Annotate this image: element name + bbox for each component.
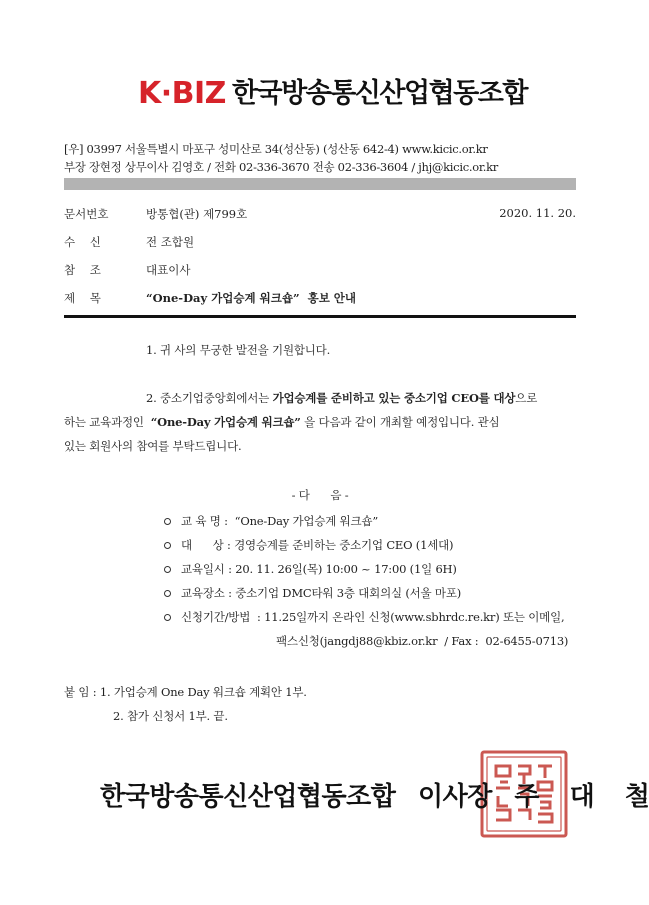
signature-name — [500, 782, 649, 812]
bullet-circle-icon — [164, 566, 171, 573]
signature-name-char-3: 철 — [624, 782, 649, 812]
details-heading: - 다 음 - — [291, 488, 349, 502]
detail-item-datetime — [164, 561, 457, 577]
doc-number: 방통협(관) 제799호 — [146, 207, 248, 221]
signature-name-char-1: 주 — [514, 782, 540, 812]
detail-text: 교 육 명 : “One-Day 가업승계 워크숍” — [181, 514, 379, 528]
letterhead-logo — [138, 74, 527, 114]
signature-name-char-2: 대 — [569, 782, 595, 812]
bullet-circle-icon — [164, 614, 171, 621]
paragraph-2-line-2 — [64, 414, 499, 430]
bullet-circle-icon — [164, 518, 171, 525]
kbiz-logo-mark: K·BIZ — [138, 76, 226, 111]
attachment-line-1: 붙 임 : 1. 가업승계 One Day 워크숍 계획안 1부. — [64, 685, 307, 699]
recipient: 전 조합원 — [146, 235, 195, 249]
recipient-label: 수 신 — [64, 235, 101, 249]
reference: 대표이사 — [146, 263, 191, 277]
paragraph-2-line-1 — [146, 390, 537, 406]
subject-label: 제 목 — [64, 291, 101, 305]
signature-title: 이사장 — [417, 782, 492, 812]
detail-text: 교육일시 : 20. 11. 26일(목) 10:00 ~ 17:00 (1일 6H) — [181, 562, 457, 576]
detail-text: 교육장소 : 중소기업 DMC타워 3층 대회의실 (서울 마포) — [181, 586, 462, 600]
contact-line: 부장 장현정 상무이사 김영호 / 전화 02-336-3670 전송 02-336-3604 / jhj@kicic.or.kr — [64, 160, 498, 174]
subject-rule — [64, 315, 576, 318]
detail-item-target — [164, 537, 453, 553]
para2-text-a: 2. 중소기업중앙회에서는 — [146, 391, 273, 405]
org-name-heading: 한국방송통신산업협동조합 — [231, 78, 527, 109]
para2-course-name: “One-Day 가업승계 워크숍” — [150, 415, 301, 429]
address-line: [우] 03997 서울특별시 마포구 성미산로 34(성산동) (성산동 642-4) www.kicic.or.kr — [64, 142, 488, 156]
detail-item-application — [164, 609, 564, 625]
subject: “One-Day 가업승계 워크숍” 홍보 안내 — [146, 291, 357, 305]
signature-line — [100, 776, 649, 813]
paragraph-2-line-3: 있는 회원사의 참여를 부탁드립니다. — [64, 439, 242, 453]
doc-date: 2020. 11. 20. — [499, 206, 576, 220]
para2-line2-c: 을 다음과 같이 개최할 예정입니다. 관심 — [300, 415, 500, 429]
bullet-circle-icon — [164, 590, 171, 597]
bullet-circle-icon — [164, 542, 171, 549]
signature-org: 한국방송통신산업협동조합 — [100, 782, 396, 812]
para2-highlight: 가업승계를 준비하고 있는 중소기업 CEO를 대상 — [272, 391, 516, 405]
header-divider-bar — [64, 178, 576, 190]
para2-line2-a: 하는 교육과정인 — [64, 415, 151, 429]
detail-text: 대 상 : 경영승계를 준비하는 중소기업 CEO (1세대) — [181, 538, 454, 552]
doc-number-label: 문서번호 — [64, 207, 109, 221]
paragraph-1: 1. 귀 사의 무궁한 발전을 기원합니다. — [146, 343, 331, 357]
detail-item-venue — [164, 585, 461, 601]
detail-text: 신청기간/방법 : 11.25일까지 온라인 신청(www.sbhrdc.re.kr) 또는 이메일, — [181, 610, 565, 624]
para2-text-c: 으로 — [515, 391, 538, 405]
reference-label: 참 조 — [64, 263, 101, 277]
attachment-line-2: 2. 참가 신청서 1부. 끝. — [113, 709, 228, 723]
detail-item-application-cont: 팩스신청(jangdj88@kbiz.or.kr / Fax : 02-6455-0713) — [276, 634, 569, 648]
detail-item-course — [164, 513, 378, 529]
